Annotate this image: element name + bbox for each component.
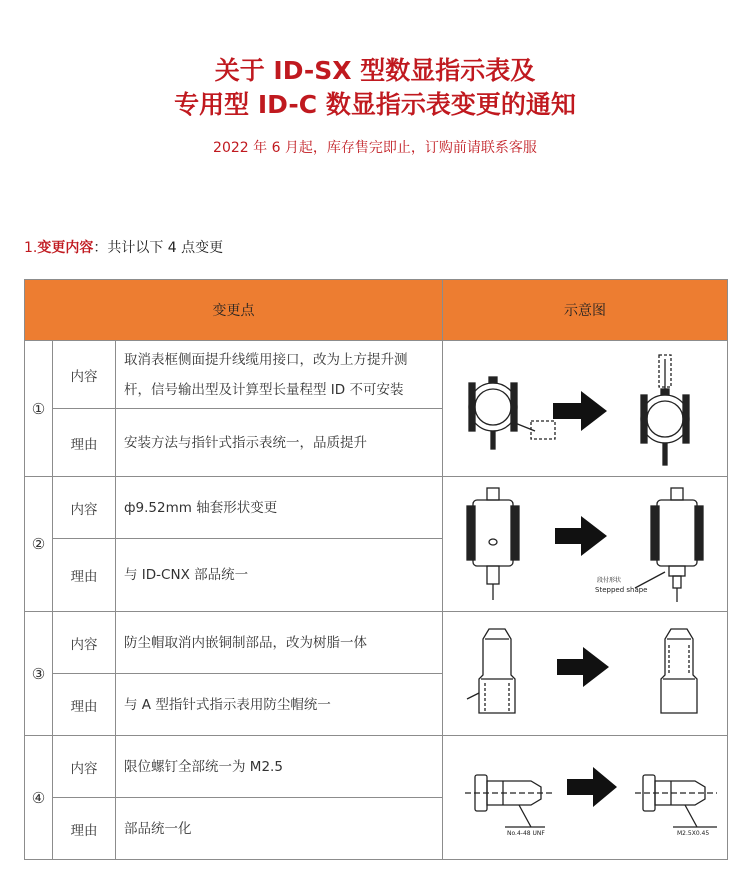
diagram-cell-3 (443, 612, 728, 736)
arrow-right-icon (553, 391, 607, 431)
new-stem-drawing (635, 488, 703, 602)
new-screw-label: M2.5X0.45 (677, 829, 710, 837)
stopper-screw-diagram (445, 739, 725, 857)
header-change-points: 变更点 (25, 280, 443, 341)
section-number: 1. (24, 240, 38, 256)
indicator-lift-diagram (445, 345, 725, 473)
content-text: 限位螺钉全部统一为 M2.5 (116, 736, 443, 798)
reason-text: 与 ID-CNX 部品统一 (116, 539, 443, 612)
diagram-cell-1 (443, 341, 728, 477)
notice-title-line1: 关于 ID-SX 型数显指示表及 (214, 56, 536, 85)
row-index: ④ (25, 736, 53, 860)
content-label: 内容 (53, 612, 116, 674)
new-screw-drawing (635, 775, 717, 827)
diagram-cell-4 (443, 736, 728, 860)
reason-text: 安装方法与指针式指示表统一，品质提升 (116, 409, 443, 477)
section-heading (24, 237, 223, 257)
content-text: ф9.52mm 轴套形状变更 (116, 477, 443, 539)
old-dust-cap-drawing (467, 629, 515, 713)
section-colon: ： (93, 240, 108, 256)
content-text: 防尘帽取消内嵌铜制部品，改为树脂一体 (116, 612, 443, 674)
row-index: ① (25, 341, 53, 477)
table-row (25, 477, 728, 539)
arrow-right-icon (567, 767, 617, 807)
table-header-row (25, 280, 728, 341)
reason-text: 部品统一化 (116, 798, 443, 860)
arrow-right-icon (557, 647, 609, 687)
section-title: 变更内容 (37, 240, 94, 256)
section-summary: 共计以下 4 点变更 (107, 240, 224, 256)
old-stem-drawing (467, 488, 519, 600)
new-indicator-drawing (641, 355, 689, 465)
content-label: 内容 (53, 736, 116, 798)
diagram-cell-2 (443, 477, 728, 612)
reason-label: 理由 (53, 798, 116, 860)
dust-cap-diagram (445, 615, 725, 733)
reason-label: 理由 (53, 409, 116, 477)
reason-label: 理由 (53, 539, 116, 612)
table-row (25, 612, 728, 674)
stepped-shape-cn-label: 段付形状 (597, 577, 622, 584)
notice-title-line2: 专用型 ID-C 数显指示表变更的通知 (174, 90, 576, 119)
header-diagram: 示意图 (443, 280, 728, 341)
reason-text: 与 A 型指针式指示表用防尘帽统一 (116, 674, 443, 736)
table-row (25, 341, 728, 409)
old-screw-drawing (465, 775, 555, 827)
old-screw-label: No.4-48 UNF (507, 829, 545, 837)
row-index: ② (25, 477, 53, 612)
reason-label: 理由 (53, 674, 116, 736)
notice-subtitle: 2022 年 6 月起，库存售完即止，订购前请联系客服 (213, 140, 537, 156)
stem-shape-diagram (445, 480, 725, 608)
row-index: ③ (25, 612, 53, 736)
old-indicator-drawing (469, 377, 555, 449)
content-label: 内容 (53, 341, 116, 409)
new-dust-cap-drawing (661, 629, 697, 713)
table-row (25, 736, 728, 798)
changes-table (24, 279, 728, 860)
content-text: 取消表框侧面提升线缆用接口，改为上方提升测杆，信号输出型及计算型长量程型 ID 不可安装 (116, 341, 443, 409)
content-label: 内容 (53, 477, 116, 539)
arrow-right-icon (555, 516, 607, 556)
stepped-shape-en-label: Stepped shape (595, 586, 648, 594)
